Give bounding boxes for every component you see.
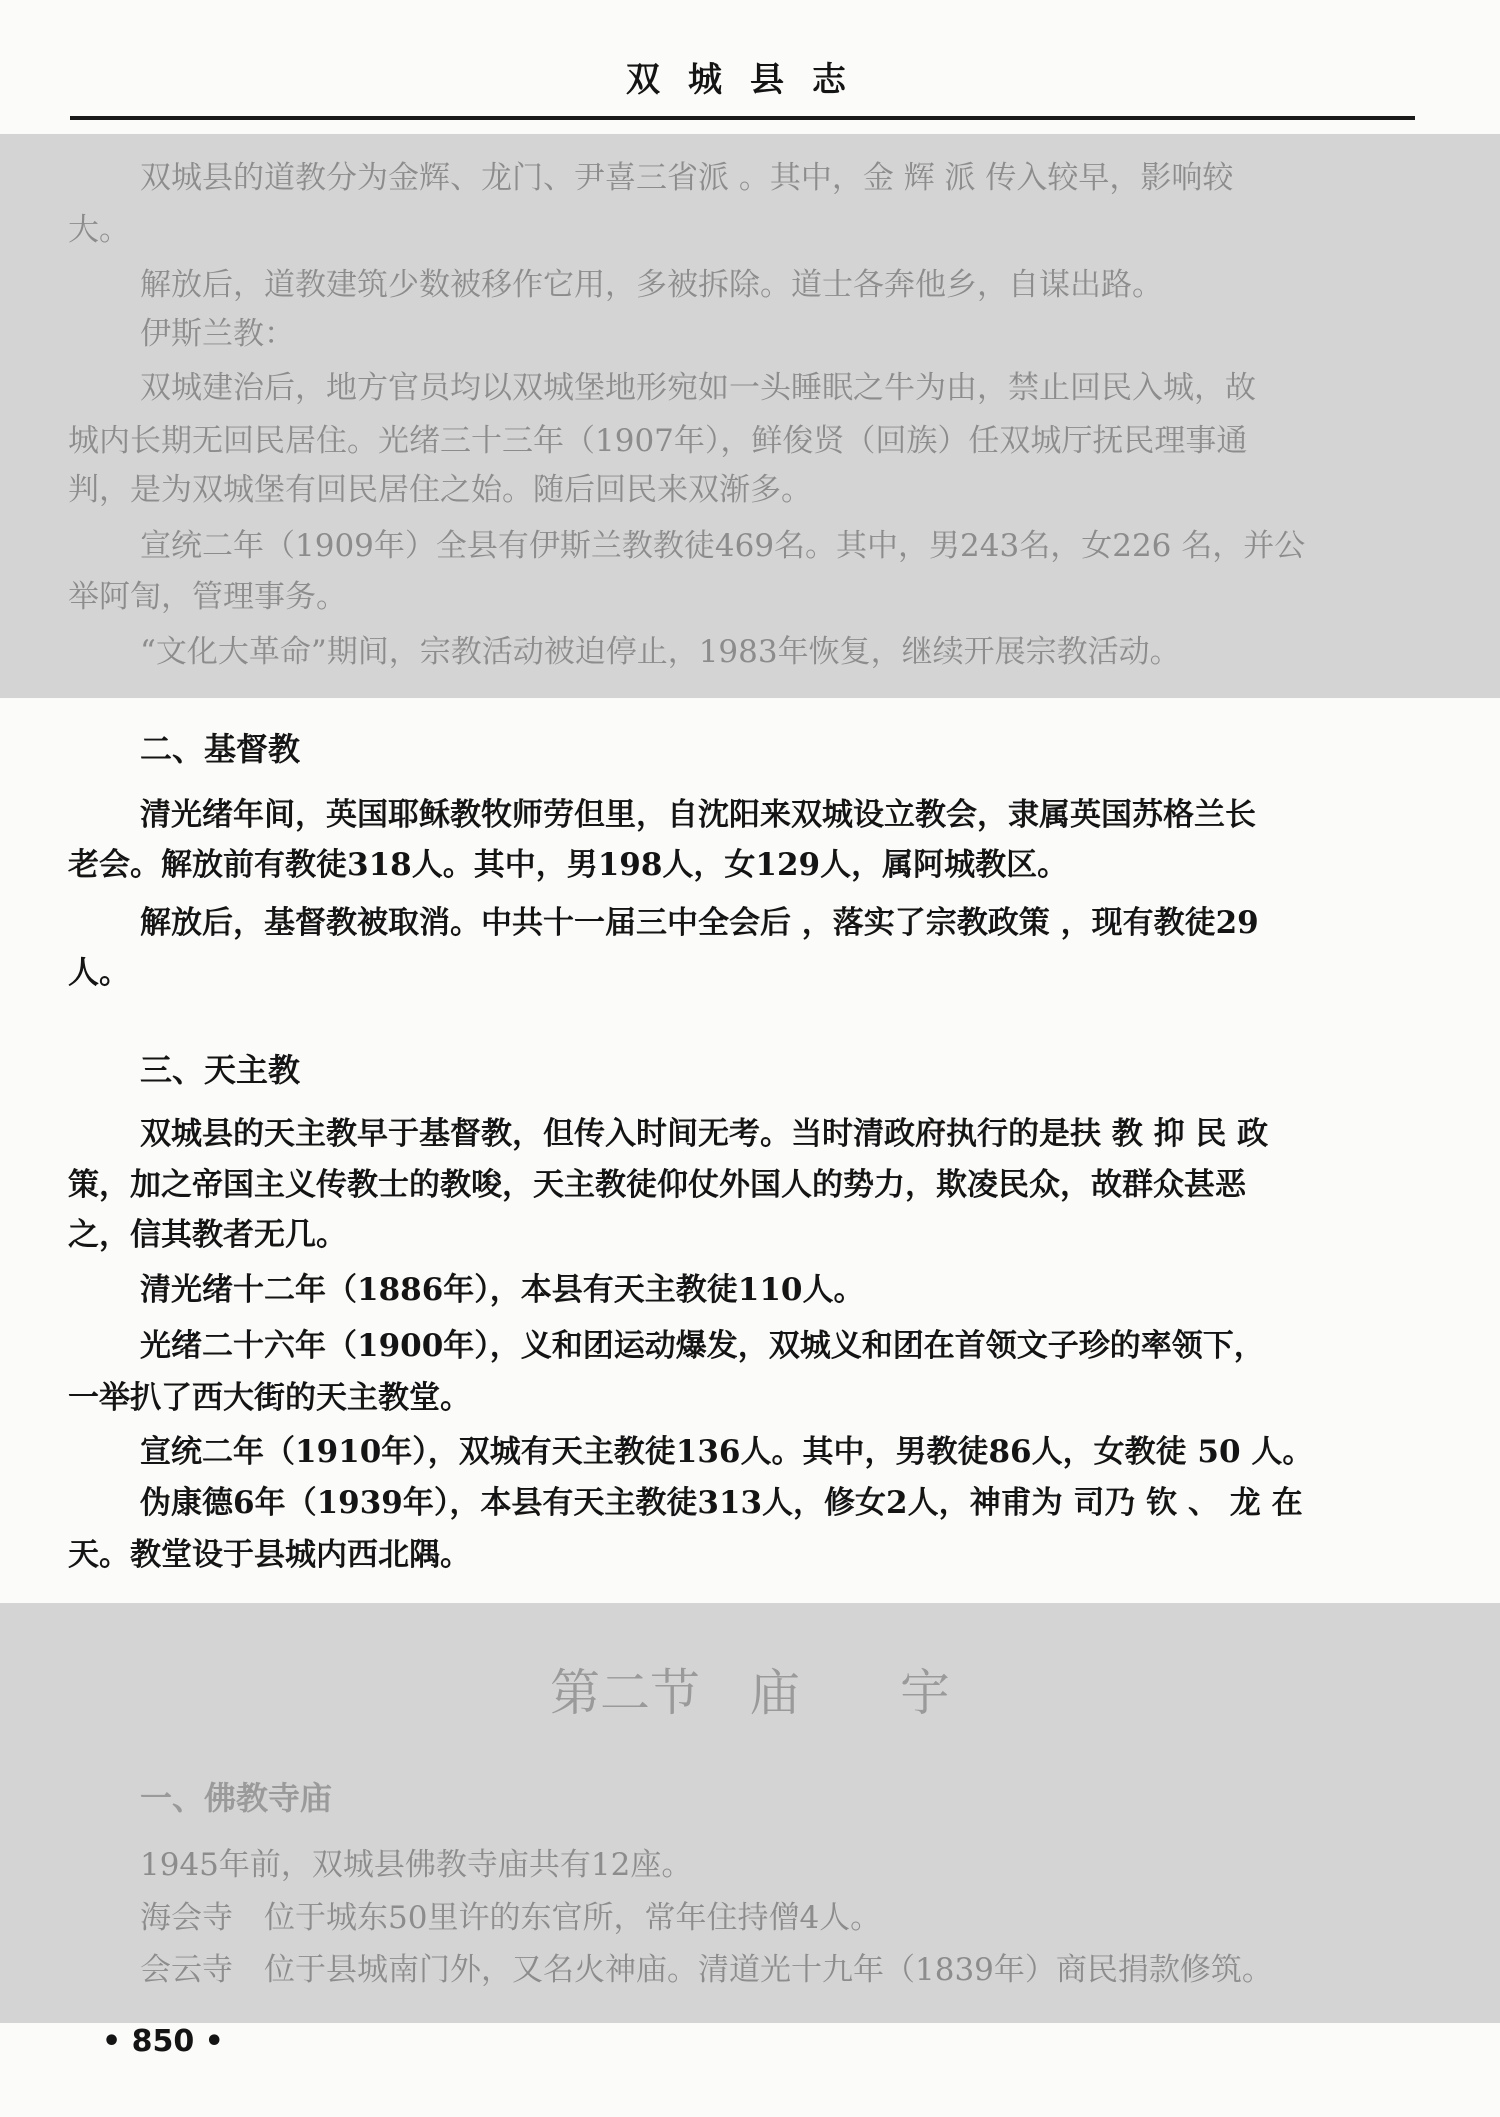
text-line: 1945年前，双城县佛教寺庙共有12座。 [140,1847,693,1883]
text-line: 光绪二十六年（1900年），义和团运动爆发，双城义和团在首领文子珍的率领下， [140,1328,1265,1364]
text-line: 大。 [68,212,130,248]
text-line: 清光绪十二年（1886年），本县有天主教徒110人。 [140,1272,865,1308]
text-line: 伊斯兰教： [140,316,295,352]
running-header-title: 双城县志 [626,60,874,100]
text-line: 伪康德6年（1939年），本县有天主教徒313人，修女2人，神甫为 司乃 钦 、 龙 在 [140,1485,1303,1521]
section-title: 第二节 庙 宇 [550,1664,950,1722]
text-line: 老会。解放前有教徒318人。其中，男198人，女129人，属阿城教区。 [68,847,1069,883]
text-line: 双城县的道教分为金辉、龙门、尹喜三省派 。其中，金 辉 派 传入较早，影响较 [140,160,1234,196]
text-line: 解放后，道教建筑少数被移作它用，多被拆除。道士各奔他乡，自谋出路。 [140,267,1163,303]
header-rule [70,116,1415,120]
text-line: 解放后，基督教被取消。中共十一届三中全会后 ，落实了宗教政策 ，现有教徒29 [140,905,1259,941]
text-line: 策，加之帝国主义传教士的教唆，天主教徒仰仗外国人的势力，欺凌民众，故群众甚恶 [68,1167,1246,1203]
text-line: “文化大革命”期间，宗教活动被迫停止，1983年恢复，继续开展宗教活动。 [140,634,1181,670]
text-line: 会云寺 位于县城南门外，又名火神庙。清道光十九年（1839年）商民捐款修筑。 [140,1952,1273,1988]
text-line: 海会寺 位于城东50里许的东官所，常年住持僧4人。 [140,1900,882,1936]
text-line: 城内长期无回民居住。光绪三十三年（1907年），鲜俊贤（回族）任双城厅抚民理事通 [68,423,1248,459]
page-number: • 850 • [102,2024,224,2059]
text-line: 宣统二年（1909年）全县有伊斯兰教教徒469名。其中，男243名，女226 名，并公 [140,528,1306,564]
text-line: 天。教堂设于县城内西北隅。 [68,1537,471,1573]
text-line: 之，信其教者无几。 [68,1217,347,1253]
text-line: 清光绪年间，英国耶稣教牧师劳但里，自沈阳来双城设立教会，隶属英国苏格兰长 [140,797,1256,833]
text-line: 一举扒了西大街的天主教堂。 [68,1380,471,1416]
text-line: 判，是为双城堡有回民居住之始。随后回民来双渐多。 [68,472,812,508]
text-line: 宣统二年（1910年），双城有天主教徒136人。其中，男教徒86人，女教徒 50 人。 [140,1434,1314,1470]
section-heading: 二、基督教 [140,730,301,768]
section-heading: 三、天主教 [140,1051,301,1089]
section-heading: 一、佛教寺庙 [140,1779,333,1817]
text-line: 人。 [68,955,130,991]
text-line: 双城建治后，地方官员均以双城堡地形宛如一头睡眠之牛为由，禁止回民入城，故 [140,370,1256,406]
text-line: 双城县的天主教早于基督教，但传入时间无考。当时清政府执行的是扶 教 抑 民 政 [140,1116,1269,1152]
text-line: 举阿訇，管理事务。 [68,579,347,615]
